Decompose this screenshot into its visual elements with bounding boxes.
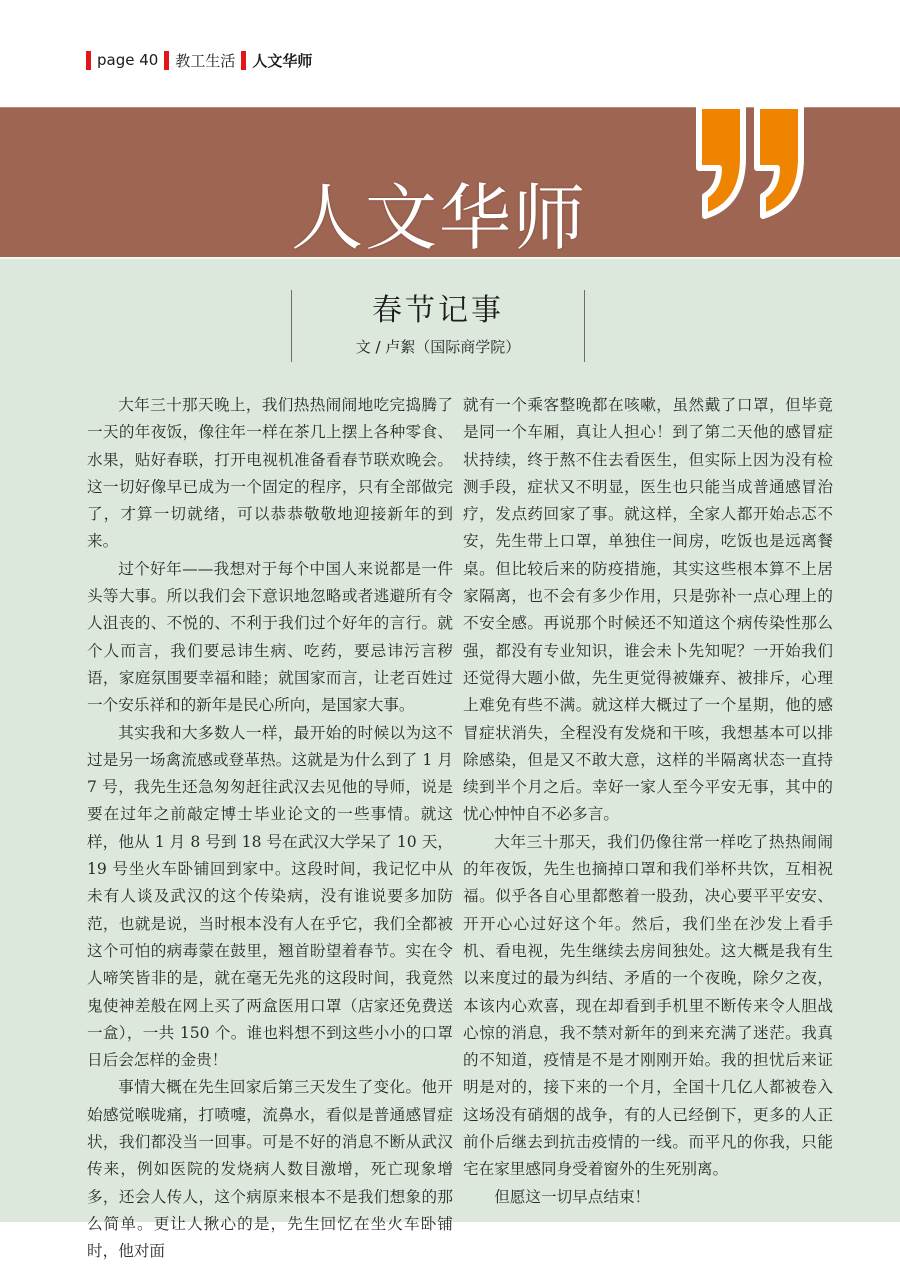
accent-bar xyxy=(241,51,246,70)
article-title: 春节记事 xyxy=(372,293,504,328)
running-head-section xyxy=(164,50,235,71)
column-name: 人文华师 xyxy=(252,51,313,70)
paragraph: 过个好年——我想对于每个中国人来说都是一件头等大事。所以我们会下意识地忽略或者逃避所有令人沮丧的、不悦的、不利于我们过个好年的言行。就个人而言，我们要忌讳生病、吃药，要忌讳污言秽语，家庭氛围要幸福和睦；就国家而言，让老百姓过一个安乐祥和的新年是民心所向，是国家大事。 xyxy=(87,559,453,715)
article-header xyxy=(291,290,585,362)
accent-bar xyxy=(86,51,91,70)
article-column-right xyxy=(463,392,833,1211)
accent-bar xyxy=(164,51,169,70)
section-title: 人文华师 xyxy=(291,176,588,260)
paragraph-continued: 就有一个乘客整晚都在咳嗽，虽然戴了口罩，但毕竟是同一个车厢，真让人担心！到了第二天他的感冒症状持续，终于熬不住去看医生，但实际上因为没有检测手段，症状又不明显，医生也只能当成普通感冒治疗，发点药回家了事。就这样，全家人都开始忐忑不安，先生带上口罩，单独住一间房，吃饭也是远离餐桌。但比较后来的防疫措施，其实这些根本算不上居家隔离，也不会有多少作用，只是弥补一点心理上的不安全感。再说那个时候还不知道这个病传染性那么强，都没有专业知识，谁会未卜先知呢？一开始我们还觉得大题小做，先生更觉得被嫌弃、被排斥，心理上难免有些不满。就这样大概过了一个星期，他的感冒症状消失，全程没有发烧和干咳，我想基本可以排除感染，但是又不敢大意，这样的半隔离状态一直持续到半个月之后。幸好一家人至今平安无事，其中的忧心忡忡自不必多言。 xyxy=(463,396,833,824)
article-byline: 文 / 卢絮（国际商学院） xyxy=(355,338,521,356)
page-number: page 40 xyxy=(97,51,159,69)
running-head-column xyxy=(241,50,312,71)
running-head xyxy=(86,48,318,72)
article-column-left xyxy=(87,392,453,1266)
paragraph: 其实我和大多数人一样，最开始的时候以为这不过是另一场禽流感或登革热。这就是为什么到了 1 月 7 号，我先生还急匆匆赶往武汉去见他的导师，说是要在过年之前敲定博士毕业论文的一些事情。就这样，他从 1 月 8 号到 18 号在武汉大学呆了 10 天，19 号坐火车卧铺回到家中。这段时间，我记忆中从未有人谈及武汉的这个传染病，没有谁说要多加防范，也就是说，当时根本没有人在乎它，我们全都被这个可怕的病毒蒙在鼓里，翘首盼望着春节。实在令人啼笑皆非的是，就在毫无先兆的这段时间，我竟然鬼使神差般在网上买了两盒医用口罩（店家还免费送一盒），一共 150 个。谁也料想不到这些小小的口罩日后会怎样的金贵！ xyxy=(87,723,453,1070)
section-name: 教工生活 xyxy=(175,51,236,70)
paragraph: 事情大概在先生回家后第三天发生了变化。他开始感觉喉咙痛，打喷嚏，流鼻水，看似是普通感冒症状，我们都没当一回事。可是不好的消息不断从武汉传来，例如医院的发烧病人数目激增，死亡现象增多，还会人传人，这个病原来根本不是我们想象的那么简单。更让人揪心的是，先生回忆在坐火车卧铺时，他对面 xyxy=(87,1078,453,1261)
paragraph: 大年三十那天晚上，我们热热闹闹地吃完捣腾了一天的年夜饭，像往年一样在茶几上摆上各种零食、水果，贴好春联，打开电视机准备看春节联欢晚会。这一切好像早已成为一个固定的程序，只有全部做完了，才算一切就绪，可以恭恭敬敬地迎接新年的到来。 xyxy=(87,396,453,551)
paragraph: 但愿这一切早点结束！ xyxy=(494,1187,651,1206)
closing-quote-icon xyxy=(691,100,815,224)
paragraph: 大年三十那天，我们仍像往常一样吃了热热闹闹的年夜饭，先生也摘掉口罩和我们举杯共饮，互相祝福。似乎各自心里都憋着一股劲，决心要平平安安、开开心心过好这个年。然后，我们坐在沙发上看手机、看电视，先生继续去房间独处。这大概是我有生以来度过的最为纠结、矛盾的一个夜晚，除夕之夜，本该内心欢喜，现在却看到手机里不断传来令人胆战心惊的消息，我不禁对新年的到来充满了迷茫。我真的不知道，疫情是不是才刚刚开始。我的担忧后来证明是对的，接下来的一个月，全国十几亿人都被卷入这场没有硝烟的战争，有的人已经倒下，更多的人正前仆后继去到抗击疫情的一线。而平凡的你我，只能宅在家里感同身受着窗外的生死别离。 xyxy=(463,832,833,1179)
running-head-page xyxy=(86,51,158,70)
